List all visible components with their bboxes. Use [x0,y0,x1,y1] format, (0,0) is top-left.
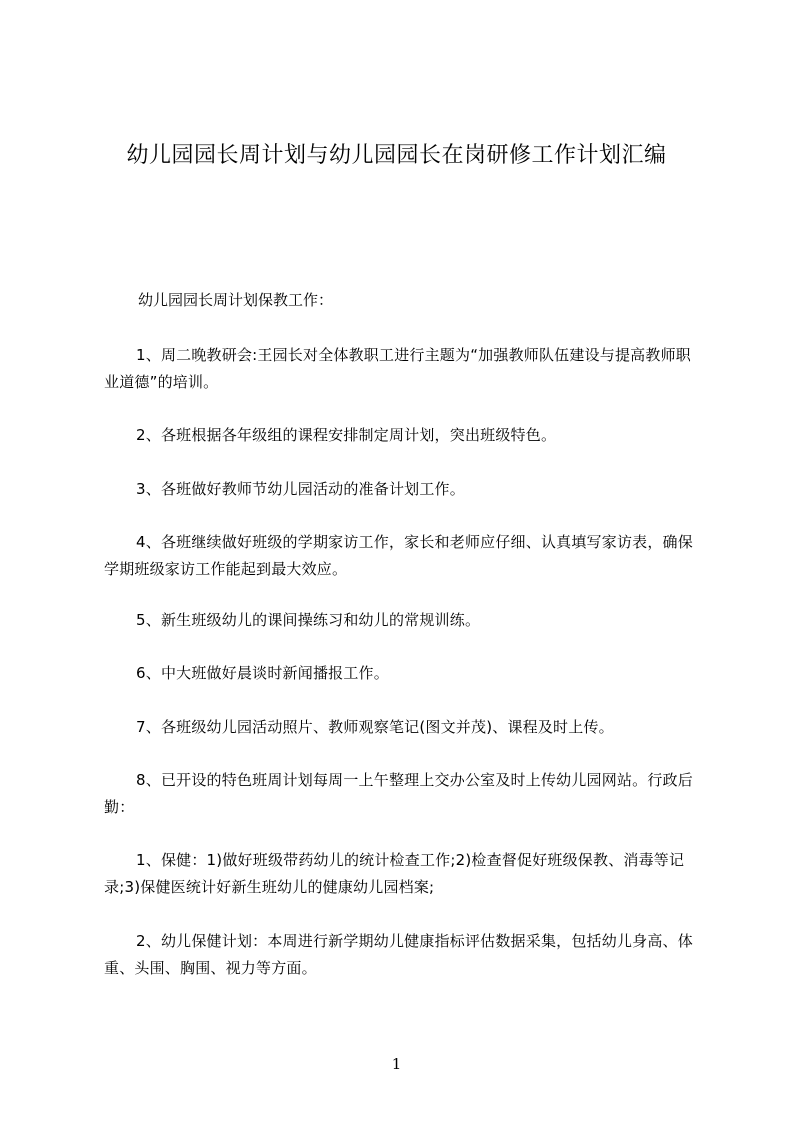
paragraph-4: 4、各班继续做好班级的学期家访工作，家长和老师应仔细、认真填写家访表，确保学期班级家访工作能起到最大效应。 [104,533,693,578]
paragraph-9: 1、保健：1)做好班级带药幼儿的统计检查工作;2)检查督促好班级保教、消毒等记录;3)保健医统计好新生班幼儿的健康幼儿园档案; [104,851,685,896]
paragraph-1: 1、周二晚教研会:王园长对全体教职工进行主题为“加强教师队伍建设与提高教师职业道德”的培训。 [104,346,691,391]
paragraph-3: 3、各班做好教师节幼儿园活动的准备计划工作。 [136,480,465,498]
paragraph-6: 6、中大班做好晨谈时新闻播报工作。 [136,664,389,682]
page-number: 1 [391,1055,402,1073]
paragraph-10: 2、幼儿保健计划：本周进行新学期幼儿健康指标评估数据采集，包括幼儿身高、体重、头围、胸围、视力等方面。 [104,932,693,977]
paragraph-5: 5、新生班级幼儿的课间操练习和幼儿的常规训练。 [136,611,481,629]
paragraph-7: 7、各班级幼儿园活动照片、教师观察笔记(图文并茂)、课程及时上传。 [136,718,614,736]
paragraph-2: 2、各班根据各年级组的课程安排制定周计划，突出班级特色。 [136,426,557,444]
section-heading: 幼儿园园长周计划保教工作： [138,291,334,309]
paragraph-8: 8、已开设的特色班周计划每周一上午整理上交办公室及时上传幼儿园网站。行政后勤： [104,771,693,816]
document-title: 幼儿园园长周计划与幼儿园园长在岗研修工作计划汇编 [126,143,667,168]
